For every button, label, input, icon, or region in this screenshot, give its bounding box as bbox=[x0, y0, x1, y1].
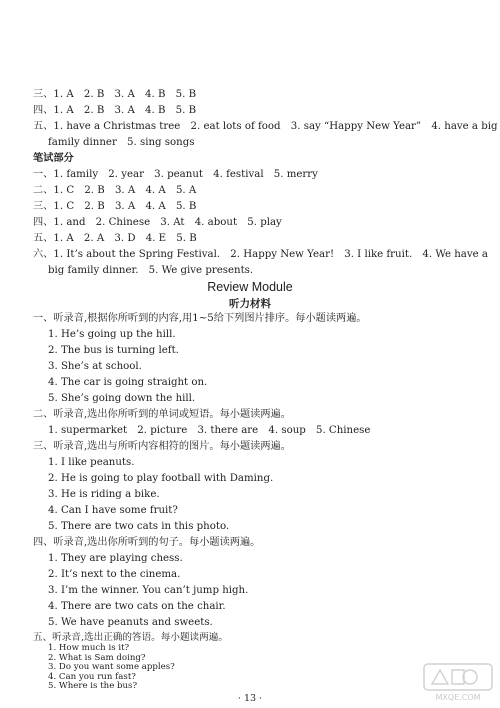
question-item: 5. Where is the bus? bbox=[48, 681, 138, 691]
module-title: Review Module bbox=[207, 280, 293, 294]
section-header: 笔试部分 bbox=[33, 153, 74, 164]
question-item: 4. The car is going straight on. bbox=[48, 377, 208, 388]
question-item: 4. Can you run fast? bbox=[48, 671, 136, 682]
question-item: 3. She’s at school. bbox=[48, 361, 142, 372]
answer-line: 三、1. C 2. B 3. A 4. A 5. B bbox=[33, 201, 197, 212]
question-item: 2. It’s next to the cinema. bbox=[48, 569, 181, 580]
question-item: 4. There are two cats on the chair. bbox=[48, 601, 226, 612]
question-instruction: 五、听录音,选出正确的答语。每小题读两遍。 bbox=[33, 632, 228, 643]
question-instruction: 一、听录音,根据你所听到的内容,用1~5给下列图片排序。每小题读两遍。 bbox=[33, 313, 367, 324]
answer-line: family dinner 5. sing songs bbox=[48, 137, 195, 148]
answer-line: 四、1. and 2. Chinese 3. At 4. about 5. play bbox=[33, 217, 282, 228]
question-instruction: 四、听录音,选出你所听到的句子。每小题读两遍。 bbox=[33, 537, 261, 548]
question-item: 3. Do you want some apples? bbox=[48, 662, 175, 672]
question-item: 2. He is going to play football with Daming. bbox=[48, 473, 274, 484]
answer-line: 五、1. have a Christmas tree 2. eat lots of food 3. say “Happy New Year” 4. have a big bbox=[33, 121, 498, 132]
question-instruction: 三、听录音,选出与所听内容相符的图片。每小题读两遍。 bbox=[33, 441, 291, 452]
question-item: 5. She’s going down the hill. bbox=[48, 393, 196, 404]
question-item: 3. He is riding a bike. bbox=[48, 489, 160, 500]
question-item: 5. There are two cats in this photo. bbox=[48, 521, 230, 532]
answer-line: 四、1. A 2. B 3. A 4. B 5. B bbox=[33, 105, 197, 116]
question-item: 1. How much is it? bbox=[48, 643, 130, 653]
question-item: 2. What is Sam doing? bbox=[48, 652, 146, 663]
question-item: 1. They are playing chess. bbox=[48, 553, 183, 564]
answer-line: 三、1. A 2. B 3. A 4. B 5. B bbox=[33, 89, 197, 100]
answer-line: 六、1. It’s about the Spring Festival. 2. Happy New Year! 3. I like fruit. 4. We have a bbox=[33, 249, 488, 260]
page-number: · 13 · bbox=[237, 693, 263, 704]
module-subtitle: 听力材料 bbox=[229, 298, 271, 310]
answer-line: 一、1. family 2. year 3. peanut 4. festival 5. merry bbox=[33, 169, 318, 180]
question-item: 4. Can I have some fruit? bbox=[48, 505, 178, 516]
watermark-text: MXQE.COM bbox=[435, 693, 481, 702]
answer-line: big family dinner. 5. We give presents. bbox=[48, 265, 254, 276]
question-instruction: 二、听录音,选出你所听到的单词或短语。每小题读两遍。 bbox=[33, 409, 291, 420]
question-item: 1. He’s going up the hill. bbox=[48, 329, 176, 340]
question-item: 5. We have peanuts and sweets. bbox=[48, 617, 213, 628]
question-item: 2. The bus is turning left. bbox=[48, 345, 179, 356]
question-item: 1. I like peanuts. bbox=[48, 457, 135, 468]
answer-line: 二、1. C 2. B 3. A 4. A 5. A bbox=[33, 185, 197, 196]
question-item: 1. supermarket 2. picture 3. there are 4. soup 5. Chinese bbox=[48, 425, 371, 436]
answer-line: 五、1. A 2. A 3. D 4. E 5. B bbox=[33, 233, 197, 244]
question-item: 3. I’m the winner. You can’t jump high. bbox=[48, 585, 249, 596]
